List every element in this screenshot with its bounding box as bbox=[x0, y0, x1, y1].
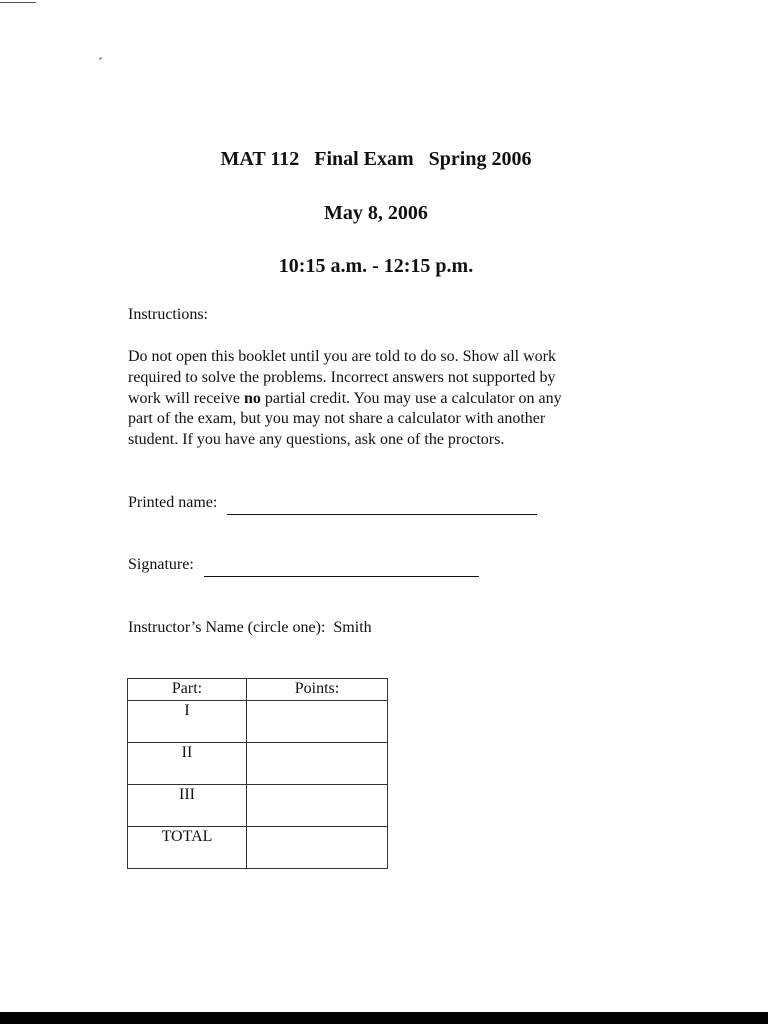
instructions-line: Do not open this booklet until you are told to do so. Show all work bbox=[128, 348, 556, 365]
printed-name-blank[interactable] bbox=[227, 500, 537, 515]
corner-rule bbox=[0, 2, 36, 3]
header-part: Part: bbox=[128, 679, 247, 701]
instructions-text bbox=[128, 347, 628, 451]
instructions-line: work will receive no partial credit. You may use a calculator on any bbox=[128, 389, 562, 407]
signature-label: Signature: bbox=[128, 556, 194, 573]
points-cell[interactable] bbox=[247, 785, 388, 827]
exam-title: MAT 112 Final Exam Spring 2006 bbox=[220, 148, 532, 170]
instructions-line: required to solve the problems. Incorrect answers not supported by bbox=[128, 368, 556, 386]
emphasis-no: no bbox=[243, 389, 261, 407]
instructor-option-smith[interactable]: Smith bbox=[333, 619, 372, 636]
signature-row bbox=[128, 555, 479, 575]
part-cell: III bbox=[128, 785, 247, 827]
instructor-row bbox=[128, 618, 372, 638]
points-cell[interactable] bbox=[247, 827, 388, 869]
signature-blank[interactable] bbox=[204, 562, 479, 577]
printed-name-label: Printed name: bbox=[128, 494, 218, 511]
score-table bbox=[127, 678, 388, 869]
instructions-line: part of the exam, but you may not share a calculator with another bbox=[128, 410, 546, 428]
part-cell: II bbox=[128, 743, 247, 785]
exam-time: 10:15 a.m. - 12:15 p.m. bbox=[278, 255, 474, 277]
points-cell[interactable] bbox=[247, 701, 388, 743]
table-row bbox=[128, 701, 388, 743]
instructions-line: student. If you have any questions, ask one of the proctors. bbox=[128, 431, 505, 449]
scan-speck bbox=[99, 57, 102, 60]
part-cell: TOTAL bbox=[128, 827, 247, 869]
printed-name-row bbox=[128, 493, 537, 513]
scan-edge-bar bbox=[0, 1012, 768, 1024]
points-cell[interactable] bbox=[247, 743, 388, 785]
table-row bbox=[128, 785, 388, 827]
instructor-label: Instructor’s Name (circle one): bbox=[128, 619, 326, 636]
header-points: Points: bbox=[247, 679, 388, 701]
exam-date: May 8, 2006 bbox=[324, 202, 428, 224]
table-row bbox=[128, 743, 388, 785]
instructions-label: Instructions: bbox=[128, 306, 208, 323]
part-cell: I bbox=[128, 701, 247, 743]
table-row bbox=[128, 827, 388, 869]
table-header-row bbox=[128, 679, 388, 701]
